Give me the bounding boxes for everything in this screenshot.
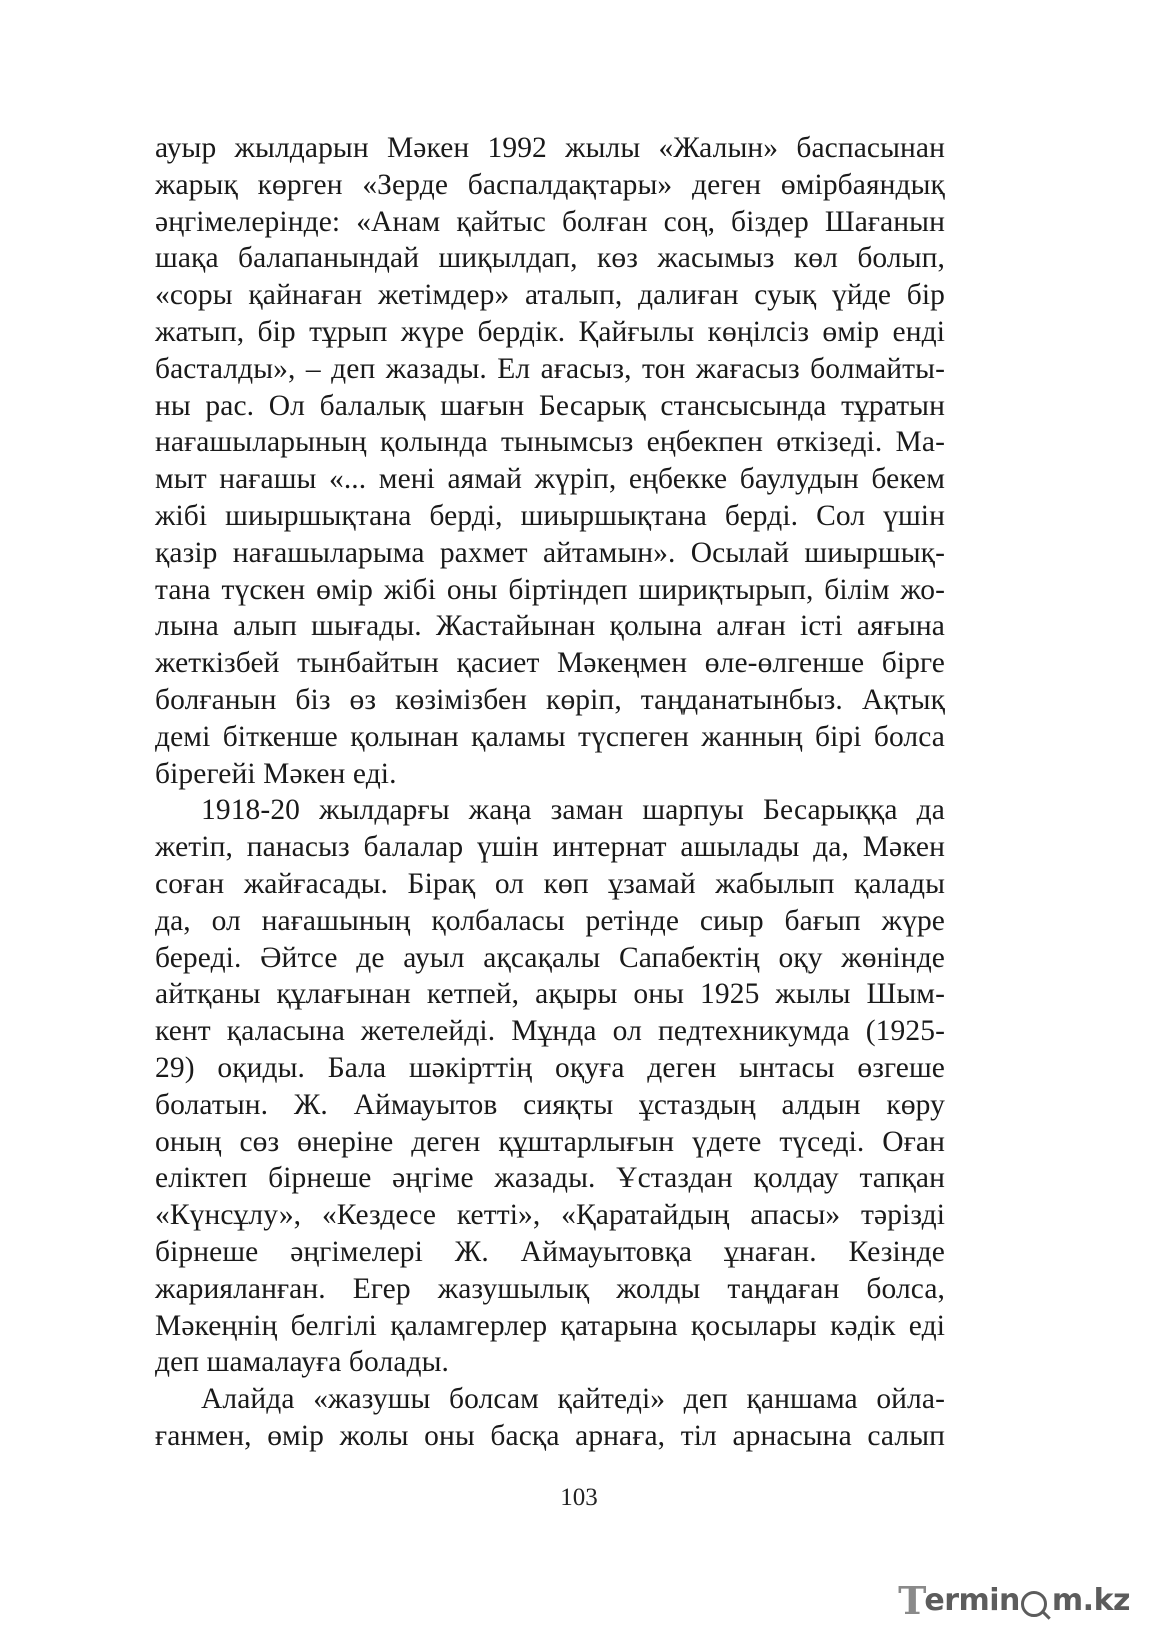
text-line: жетіп, панасыз балалар үшін интернат ашылады да, Мәкен [155,831,945,864]
text-line: жатып, бір тұрып жүре бердік. Қайғылы көңілсіз өмір енді [155,315,945,348]
page-number: 103 [560,1484,598,1511]
text-line: жарияланған. Егер жазушылық жолды таңдаған болса, [155,1272,945,1305]
text-line: жарық көрген «Зерде баспалдақтары» деген өмірбаяндық [155,168,945,201]
watermark-text-part2: m.kz [1051,1582,1130,1618]
text-line: береді. Әйтсе де ауыл ақсақалы Сапабектің оқу жөнінде [155,941,945,974]
text-line: демі біткенше қолынан қаламы түспеген жанның бірі болса [155,720,945,753]
text-line: соған жайғасады. Бірақ ол көп ұзамай жабылып қалады [155,867,945,900]
text-line: «соры қайнаған жетімдер» аталып, далиған суық үйде бір [155,279,945,312]
text-line: деп шамалауға болады. [155,1346,450,1379]
text-line: 1918-20 жылдарғы жаңа заман шарпуы Бесарыққа да [201,794,945,827]
text-line: бірнеше әңгімелері Ж. Аймауытовқа ұнаған. Кезінде [155,1235,945,1268]
text-line: да, ол нағашының қолбаласы ретінде сиыр бағып жүре [155,904,945,937]
text-line: ны рас. Ол балалық шағын Бесарық стансысында тұратын [155,389,945,422]
magnifier-o-icon [1021,1591,1047,1617]
text-line: болатын. Ж. Аймауытов сияқты ұстаздың алдын көру [155,1088,945,1121]
watermark-t-mark: T [898,1577,927,1623]
text-line: лына алып шығады. Жастайынан қолына алған істі аяғына [155,610,945,643]
text-line: ғанмен, өмір жолы оны басқа арнаға, тіл арнасына салып [155,1419,945,1452]
text-line: шақа балапанындай шиқылдап, көз жасымыз көл болып, [155,242,945,275]
text-line: Алайда «жазушы болсам қайтеді» деп қаншама ойла- [201,1383,945,1416]
text-line: мыт нағашы «... мені аямай жүріп, еңбекке баулудын бекем [155,463,945,496]
text-line: жеткізбей тынбайтын қасиет Мәкеңмен өле-өлгенше бірге [155,647,945,680]
text-line: нағашыларының қолында тынымсыз еңбекпен өткізеді. Ма- [155,426,945,459]
text-line: қазір нағашыларыма рахмет айтамын». Осылай шиыршық- [155,536,945,569]
text-line: кент қаласына жетелейді. Мұнда ол педтехникумда (1925- [155,1015,945,1048]
text-line: басталды», – деп жазады. Ел ағасыз, тон жағасыз болмайты- [155,352,945,385]
text-line: айтқаны құлағынан кетпей, ақыры оны 1925 жылы Шым- [155,978,945,1011]
text-line: оның сөз өнеріне деген құштарлығын үдете түседі. Оған [155,1125,945,1158]
text-line: Мәкеңнің белгілі қаламгерлер қатарына қосылары кәдік еді [155,1309,945,1342]
body-text [155,130,945,1455]
text-line: «Күнсұлу», «Кездесе кетті», «Қаратайдың апасы» тәрізді [155,1199,945,1232]
terminkz-watermark-logo [898,1578,1130,1622]
text-line: тана түскен өмір жібі оны біртіндеп шириқтырып, білім жо- [155,573,945,606]
text-line: жібі шиыршықтана берді, шиыршықтана берді. Сол үшін [155,499,945,532]
text-line: әңгімелерінде: «Анам қайтыс болған соң, біздер Шағанын [155,205,945,238]
text-line: еліктеп бірнеше әңгіме жазады. Ұстаздан қолдау тапқан [155,1162,945,1195]
text-line: болғанын біз өз көзімізбен көріп, таңданатынбыз. Ақтық [155,683,945,716]
text-line: ауыр жылдарын Мәкен 1992 жылы «Жалын» баспасынан [155,132,945,164]
text-line: 29) оқиды. Бала шәкірттің оқуға деген ынтасы өзгеше [155,1051,945,1084]
text-line: бірегейі Мәкен еді. [155,757,397,790]
watermark-text-part1: ermin [924,1582,1020,1618]
